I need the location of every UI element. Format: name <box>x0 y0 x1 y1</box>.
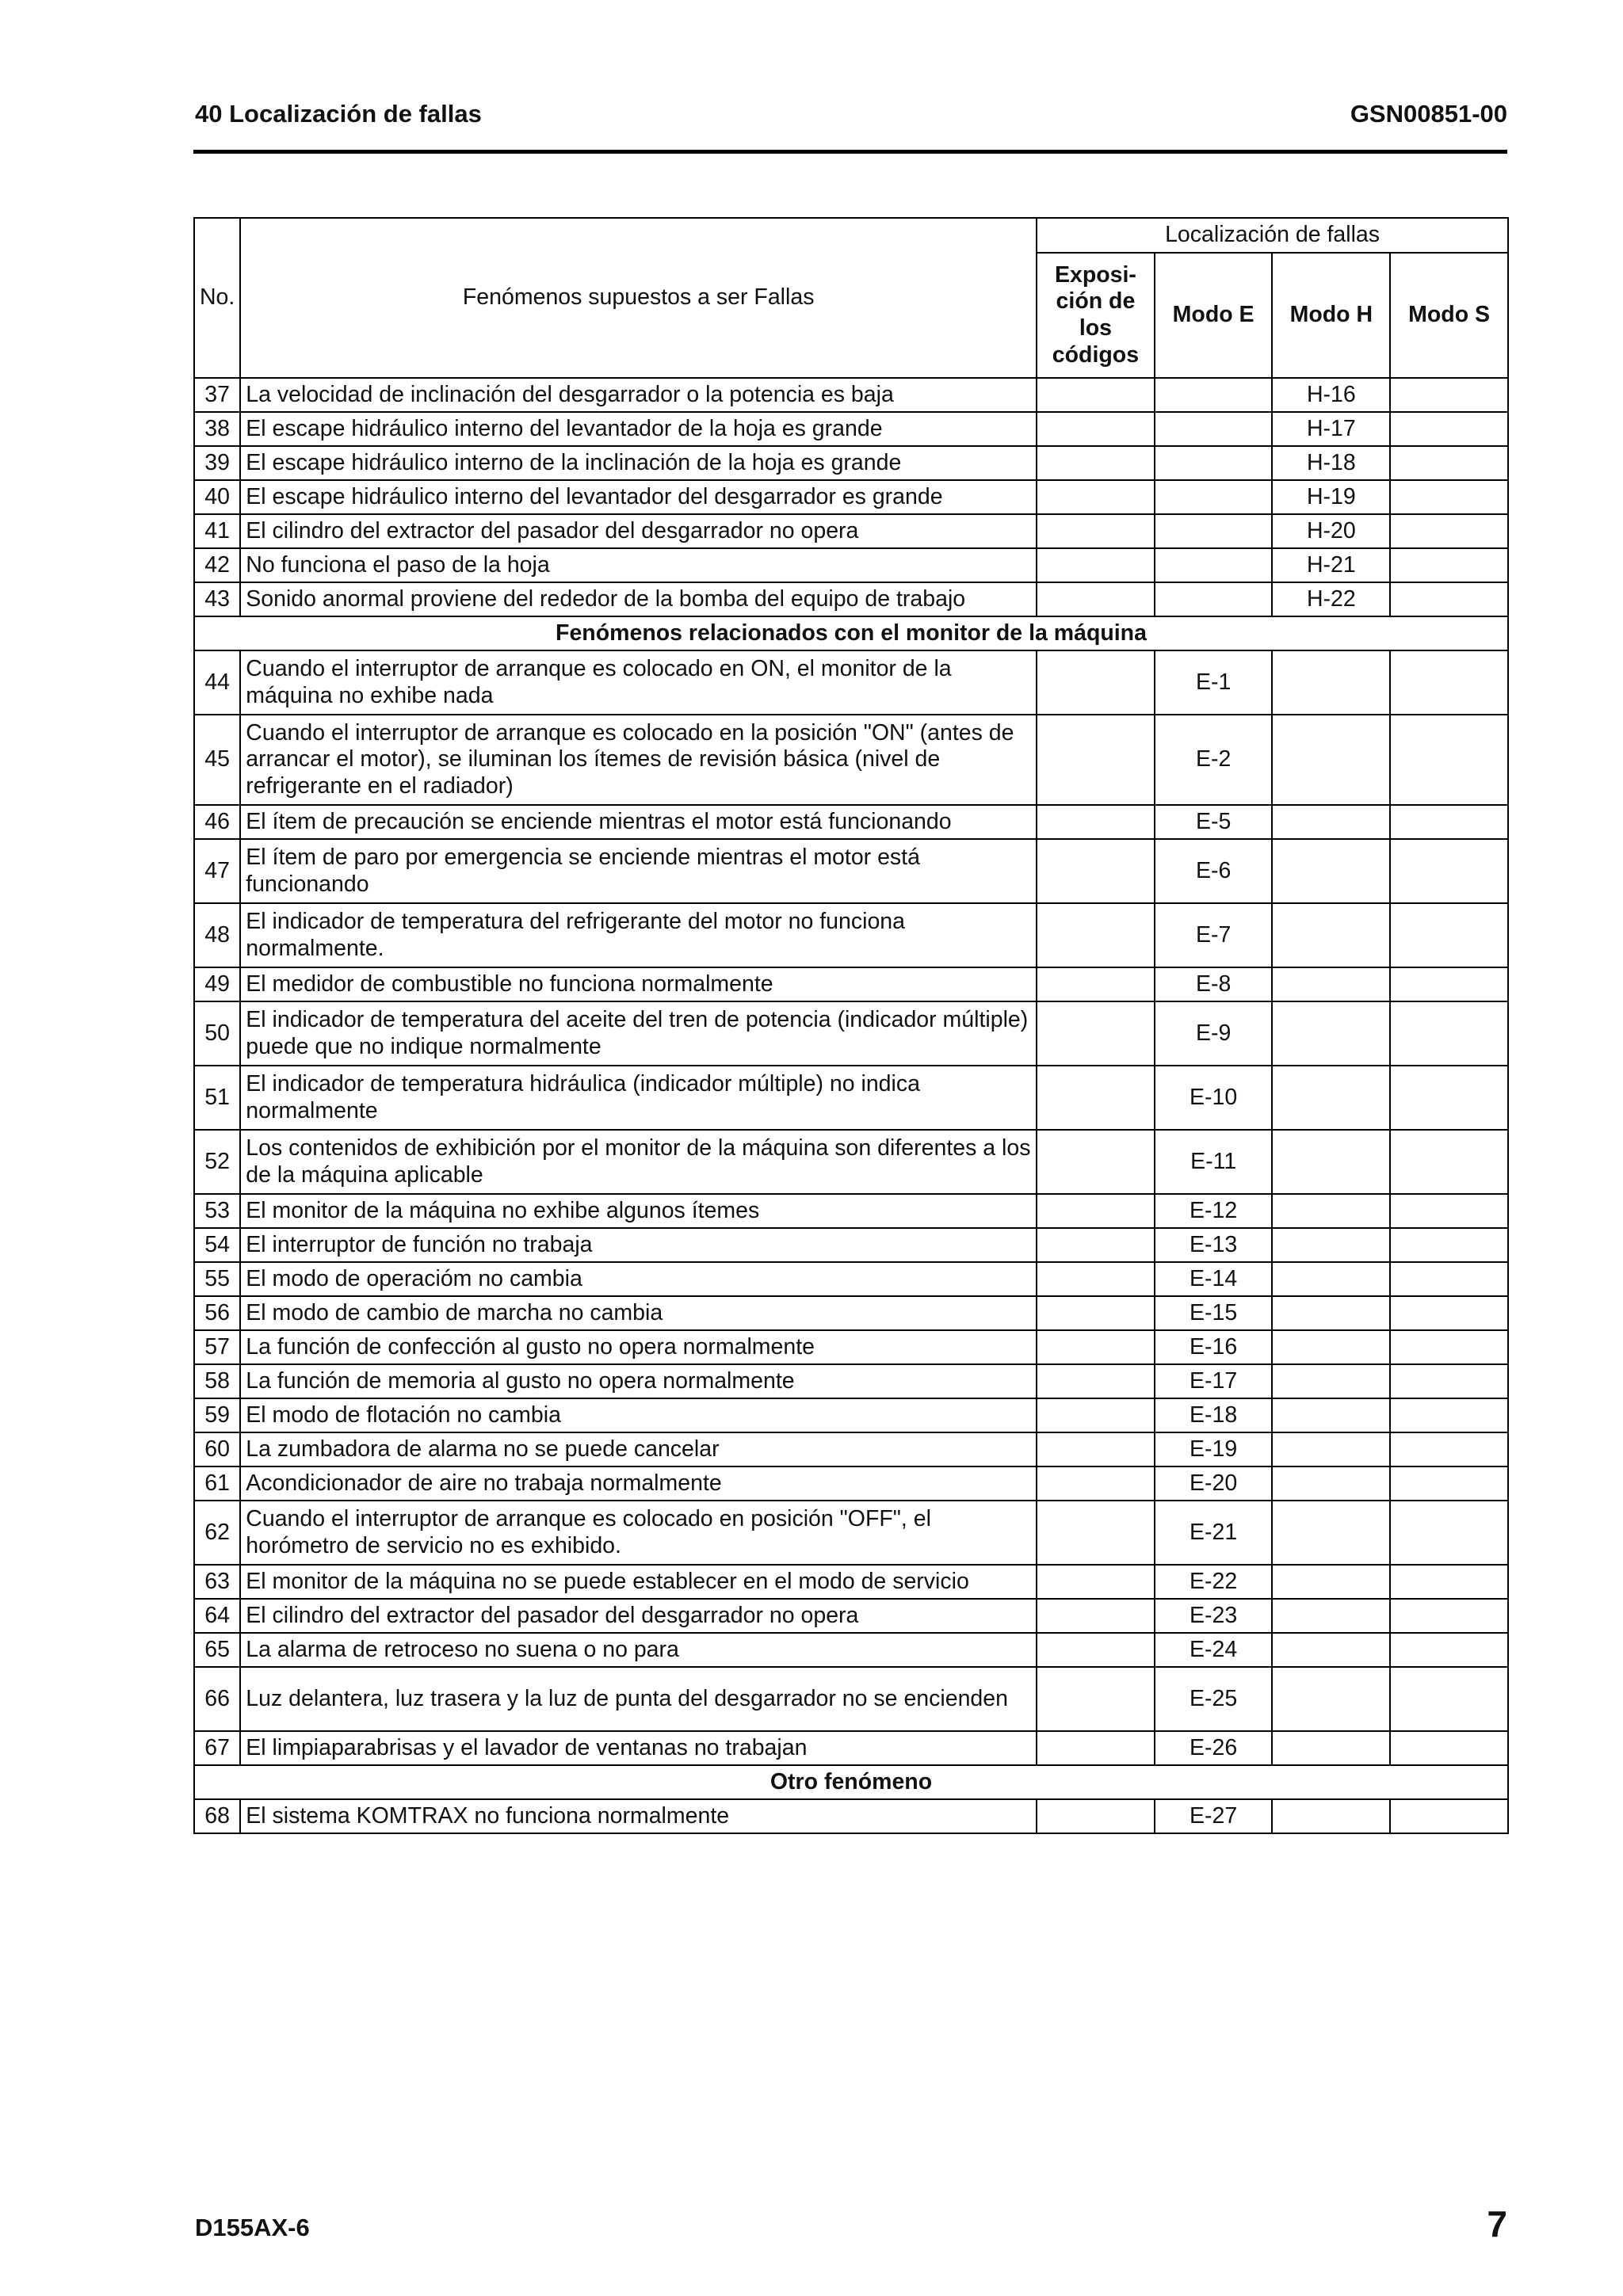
col-header-mode-e: Modo E <box>1155 253 1273 378</box>
row-mode-h <box>1272 1799 1390 1833</box>
row-mode-s <box>1390 446 1508 480</box>
row-phenomenon: El ítem de paro por emergencia se enciende mientras el motor está funcionando <box>240 839 1037 903</box>
table-row <box>194 1296 1508 1330</box>
row-mode-s <box>1390 1432 1508 1466</box>
row-mode-e: E-12 <box>1155 1194 1273 1228</box>
row-number: 40 <box>194 480 240 514</box>
row-phenomenon: La velocidad de inclinación del desgarrador o la potencia es baja <box>240 378 1037 412</box>
row-phenomenon: El limpiaparabrisas y el lavador de ventanas no trabajan <box>240 1731 1037 1765</box>
row-code-exposure <box>1037 839 1155 903</box>
row-phenomenon: El interruptor de función no trabaja <box>240 1228 1037 1262</box>
row-code-exposure <box>1037 1228 1155 1262</box>
row-number: 61 <box>194 1466 240 1501</box>
row-number: 43 <box>194 582 240 616</box>
row-mode-h <box>1272 1501 1390 1565</box>
document-code: GSN00851-00 <box>1350 100 1507 128</box>
row-mode-s <box>1390 1731 1508 1765</box>
row-mode-e: E-6 <box>1155 839 1273 903</box>
row-number: 67 <box>194 1731 240 1765</box>
row-code-exposure <box>1037 582 1155 616</box>
row-code-exposure <box>1037 1330 1155 1364</box>
row-mode-e: E-16 <box>1155 1330 1273 1364</box>
table-row <box>194 1501 1508 1565</box>
row-mode-s <box>1390 1001 1508 1066</box>
table-row <box>194 1262 1508 1296</box>
row-mode-h <box>1272 1731 1390 1765</box>
row-mode-e: E-27 <box>1155 1799 1273 1833</box>
row-mode-s <box>1390 715 1508 805</box>
row-code-exposure <box>1037 1633 1155 1667</box>
col-header-exposure: Exposi-ción de los códigos <box>1037 253 1155 378</box>
row-number: 66 <box>194 1667 240 1731</box>
row-mode-h <box>1272 1262 1390 1296</box>
row-code-exposure <box>1037 650 1155 715</box>
row-phenomenon: El cilindro del extractor del pasador del desgarrador no opera <box>240 514 1037 548</box>
table-row <box>194 1731 1508 1765</box>
section-title: 40 Localización de fallas <box>195 100 482 128</box>
row-mode-s <box>1390 548 1508 582</box>
row-number: 68 <box>194 1799 240 1833</box>
row-code-exposure <box>1037 1466 1155 1501</box>
row-mode-s <box>1390 1799 1508 1833</box>
row-code-exposure <box>1037 967 1155 1001</box>
row-number: 62 <box>194 1501 240 1565</box>
row-mode-h <box>1272 1565 1390 1599</box>
row-phenomenon: El monitor de la máquina no exhibe algunos ítemes <box>240 1194 1037 1228</box>
row-mode-s <box>1390 1466 1508 1501</box>
row-number: 50 <box>194 1001 240 1066</box>
row-mode-h <box>1272 805 1390 839</box>
row-mode-s <box>1390 1330 1508 1364</box>
row-number: 48 <box>194 903 240 967</box>
row-mode-e: E-5 <box>1155 805 1273 839</box>
row-code-exposure <box>1037 1667 1155 1731</box>
table-row <box>194 1194 1508 1228</box>
row-phenomenon: El escape hidráulico interno de la inclinación de la hoja es grande <box>240 446 1037 480</box>
row-code-exposure <box>1037 548 1155 582</box>
row-phenomenon: Cuando el interruptor de arranque es colocado en posición "OFF", el horómetro de servicio no es exhibido. <box>240 1501 1037 1565</box>
row-code-exposure <box>1037 715 1155 805</box>
table-row <box>194 1667 1508 1731</box>
header-rule <box>193 150 1507 154</box>
row-mode-s <box>1390 1633 1508 1667</box>
row-code-exposure <box>1037 805 1155 839</box>
row-phenomenon: El medidor de combustible no funciona normalmente <box>240 967 1037 1001</box>
col-header-mode-s: Modo S <box>1390 253 1508 378</box>
row-phenomenon: Luz delantera, luz trasera y la luz de punta del desgarrador no se encienden <box>240 1667 1037 1731</box>
row-mode-e <box>1155 378 1273 412</box>
row-mode-e: E-19 <box>1155 1432 1273 1466</box>
row-mode-s <box>1390 903 1508 967</box>
row-number: 42 <box>194 548 240 582</box>
row-number: 53 <box>194 1194 240 1228</box>
row-mode-h <box>1272 1001 1390 1066</box>
table-row <box>194 446 1508 480</box>
row-phenomenon: Cuando el interruptor de arranque es colocado en la posición "ON" (antes de arrancar el motor), se iluminan los ítemes de revisión básica (nivel de refrigerante en el radiador) <box>240 715 1037 805</box>
machine-model: D155AX-6 <box>195 2214 310 2241</box>
row-mode-e: E-22 <box>1155 1565 1273 1599</box>
row-mode-s <box>1390 1364 1508 1398</box>
row-mode-s <box>1390 1194 1508 1228</box>
table-row <box>194 514 1508 548</box>
row-code-exposure <box>1037 1001 1155 1066</box>
row-mode-s <box>1390 967 1508 1001</box>
table-row <box>194 967 1508 1001</box>
row-code-exposure <box>1037 1398 1155 1432</box>
row-mode-h <box>1272 1667 1390 1731</box>
row-phenomenon: El sistema KOMTRAX no funciona normalmente <box>240 1799 1037 1833</box>
page-number: 7 <box>1487 2203 1507 2245</box>
row-mode-e: E-25 <box>1155 1667 1273 1731</box>
col-header-no: No. <box>194 218 240 378</box>
table-row <box>194 1633 1508 1667</box>
row-mode-s <box>1390 1130 1508 1194</box>
row-number: 41 <box>194 514 240 548</box>
row-mode-h <box>1272 1228 1390 1262</box>
table-row <box>194 1565 1508 1599</box>
row-number: 37 <box>194 378 240 412</box>
row-mode-s <box>1390 1066 1508 1130</box>
row-mode-e: E-7 <box>1155 903 1273 967</box>
row-mode-s <box>1390 805 1508 839</box>
row-phenomenon: El modo de cambio de marcha no cambia <box>240 1296 1037 1330</box>
row-mode-s <box>1390 582 1508 616</box>
table-row <box>194 1001 1508 1066</box>
row-phenomenon: El modo de operacióm no cambia <box>240 1262 1037 1296</box>
row-code-exposure <box>1037 1066 1155 1130</box>
row-number: 44 <box>194 650 240 715</box>
row-mode-e: E-23 <box>1155 1599 1273 1633</box>
row-number: 55 <box>194 1262 240 1296</box>
row-number: 58 <box>194 1364 240 1398</box>
table-row <box>194 805 1508 839</box>
row-number: 56 <box>194 1296 240 1330</box>
row-mode-h <box>1272 1066 1390 1130</box>
row-mode-e <box>1155 446 1273 480</box>
row-mode-h: H-17 <box>1272 412 1390 446</box>
row-number: 65 <box>194 1633 240 1667</box>
row-phenomenon: El indicador de temperatura del refrigerante del motor no funciona normalmente. <box>240 903 1037 967</box>
row-mode-e: E-10 <box>1155 1066 1273 1130</box>
row-mode-h <box>1272 715 1390 805</box>
row-mode-h <box>1272 1432 1390 1466</box>
table-row <box>194 1799 1508 1833</box>
row-number: 49 <box>194 967 240 1001</box>
row-code-exposure <box>1037 1130 1155 1194</box>
row-phenomenon: Cuando el interruptor de arranque es colocado en ON, el monitor de la máquina no exhibe nada <box>240 650 1037 715</box>
row-mode-h <box>1272 839 1390 903</box>
row-phenomenon: El indicador de temperatura hidráulica (indicador múltiple) no indica normalmente <box>240 1066 1037 1130</box>
table-row <box>194 1066 1508 1130</box>
row-number: 51 <box>194 1066 240 1130</box>
row-number: 47 <box>194 839 240 903</box>
row-mode-h <box>1272 650 1390 715</box>
table-row <box>194 650 1508 715</box>
col-header-phenomena: Fenómenos supuestos a ser Fallas <box>240 218 1037 378</box>
row-mode-h <box>1272 1398 1390 1432</box>
row-code-exposure <box>1037 1194 1155 1228</box>
row-number: 54 <box>194 1228 240 1262</box>
row-code-exposure <box>1037 1731 1155 1765</box>
row-code-exposure <box>1037 412 1155 446</box>
row-number: 39 <box>194 446 240 480</box>
row-mode-e <box>1155 514 1273 548</box>
row-mode-h: H-19 <box>1272 480 1390 514</box>
row-phenomenon: El escape hidráulico interno del levantador del desgarrador es grande <box>240 480 1037 514</box>
table-row <box>194 1599 1508 1633</box>
row-mode-h <box>1272 967 1390 1001</box>
row-mode-e: E-11 <box>1155 1130 1273 1194</box>
row-number: 57 <box>194 1330 240 1364</box>
section-heading-other: Otro fenómeno <box>194 1765 1508 1799</box>
row-mode-e: E-13 <box>1155 1228 1273 1262</box>
row-mode-e: E-26 <box>1155 1731 1273 1765</box>
row-phenomenon: La función de confección al gusto no opera normalmente <box>240 1330 1037 1364</box>
row-mode-e: E-15 <box>1155 1296 1273 1330</box>
row-number: 64 <box>194 1599 240 1633</box>
row-mode-e <box>1155 548 1273 582</box>
table-row <box>194 480 1508 514</box>
row-number: 59 <box>194 1398 240 1432</box>
troubleshooting-table <box>193 217 1509 1834</box>
row-phenomenon: El indicador de temperatura del aceite del tren de potencia (indicador múltiple) puede que no indique normalmente <box>240 1001 1037 1066</box>
row-mode-e: E-24 <box>1155 1633 1273 1667</box>
row-code-exposure <box>1037 514 1155 548</box>
row-mode-e: E-14 <box>1155 1262 1273 1296</box>
row-number: 60 <box>194 1432 240 1466</box>
row-mode-e: E-8 <box>1155 967 1273 1001</box>
col-header-group: Localización de fallas <box>1037 218 1508 253</box>
row-phenomenon: No funciona el paso de la hoja <box>240 548 1037 582</box>
row-mode-e: E-21 <box>1155 1501 1273 1565</box>
table-row <box>194 1228 1508 1262</box>
row-code-exposure <box>1037 446 1155 480</box>
row-code-exposure <box>1037 378 1155 412</box>
row-number: 46 <box>194 805 240 839</box>
table-row <box>194 548 1508 582</box>
row-phenomenon: Los contenidos de exhibición por el monitor de la máquina son diferentes a los de la máquina aplicable <box>240 1130 1037 1194</box>
row-mode-e <box>1155 412 1273 446</box>
table-row <box>194 1130 1508 1194</box>
row-mode-e: E-18 <box>1155 1398 1273 1432</box>
table-row <box>194 1330 1508 1364</box>
table-row <box>194 412 1508 446</box>
row-phenomenon: El escape hidráulico interno del levantador de la hoja es grande <box>240 412 1037 446</box>
row-mode-s <box>1390 839 1508 903</box>
row-mode-h <box>1272 1330 1390 1364</box>
row-mode-h: H-22 <box>1272 582 1390 616</box>
row-code-exposure <box>1037 1501 1155 1565</box>
row-mode-s <box>1390 1501 1508 1565</box>
section-row <box>194 616 1508 650</box>
row-code-exposure <box>1037 480 1155 514</box>
row-mode-s <box>1390 480 1508 514</box>
row-phenomenon: Acondicionador de aire no trabaja normalmente <box>240 1466 1037 1501</box>
row-mode-s <box>1390 1398 1508 1432</box>
row-number: 52 <box>194 1130 240 1194</box>
row-mode-s <box>1390 514 1508 548</box>
table-row <box>194 378 1508 412</box>
row-phenomenon: El monitor de la máquina no se puede establecer en el modo de servicio <box>240 1565 1037 1599</box>
row-mode-s <box>1390 1262 1508 1296</box>
row-phenomenon: El ítem de precaución se enciende mientras el motor está funcionando <box>240 805 1037 839</box>
row-code-exposure <box>1037 1364 1155 1398</box>
row-mode-h <box>1272 1296 1390 1330</box>
row-mode-e <box>1155 582 1273 616</box>
section-heading-monitor: Fenómenos relacionados con el monitor de la máquina <box>194 616 1508 650</box>
row-mode-e: E-17 <box>1155 1364 1273 1398</box>
row-mode-h <box>1272 903 1390 967</box>
row-mode-s <box>1390 378 1508 412</box>
row-mode-h <box>1272 1633 1390 1667</box>
row-mode-h <box>1272 1599 1390 1633</box>
row-mode-s <box>1390 1667 1508 1731</box>
table-row <box>194 903 1508 967</box>
row-mode-e: E-1 <box>1155 650 1273 715</box>
row-code-exposure <box>1037 1565 1155 1599</box>
row-mode-e: E-2 <box>1155 715 1273 805</box>
row-mode-h: H-20 <box>1272 514 1390 548</box>
row-mode-s <box>1390 1296 1508 1330</box>
table-row <box>194 1364 1508 1398</box>
row-mode-e <box>1155 480 1273 514</box>
row-phenomenon: La zumbadora de alarma no se puede cancelar <box>240 1432 1037 1466</box>
row-code-exposure <box>1037 903 1155 967</box>
row-mode-h <box>1272 1194 1390 1228</box>
row-code-exposure <box>1037 1262 1155 1296</box>
row-mode-h <box>1272 1130 1390 1194</box>
table-row <box>194 715 1508 805</box>
row-code-exposure <box>1037 1432 1155 1466</box>
row-mode-h: H-21 <box>1272 548 1390 582</box>
row-code-exposure <box>1037 1799 1155 1833</box>
row-mode-h <box>1272 1364 1390 1398</box>
row-code-exposure <box>1037 1599 1155 1633</box>
row-phenomenon: Sonido anormal proviene del rededor de la bomba del equipo de trabajo <box>240 582 1037 616</box>
row-number: 45 <box>194 715 240 805</box>
row-number: 63 <box>194 1565 240 1599</box>
col-header-mode-h: Modo H <box>1272 253 1390 378</box>
row-mode-h: H-18 <box>1272 446 1390 480</box>
row-mode-s <box>1390 1599 1508 1633</box>
row-phenomenon: El cilindro del extractor del pasador del desgarrador no opera <box>240 1599 1037 1633</box>
row-mode-h <box>1272 1466 1390 1501</box>
row-mode-s <box>1390 650 1508 715</box>
table-row <box>194 839 1508 903</box>
table-row <box>194 1432 1508 1466</box>
table-row <box>194 582 1508 616</box>
row-phenomenon: La función de memoria al gusto no opera normalmente <box>240 1364 1037 1398</box>
row-phenomenon: El modo de flotación no cambia <box>240 1398 1037 1432</box>
section-row <box>194 1765 1508 1799</box>
row-number: 38 <box>194 412 240 446</box>
row-mode-s <box>1390 1228 1508 1262</box>
table-row <box>194 1466 1508 1501</box>
row-mode-h: H-16 <box>1272 378 1390 412</box>
table-row <box>194 1398 1508 1432</box>
row-mode-e: E-20 <box>1155 1466 1273 1501</box>
row-mode-s <box>1390 1565 1508 1599</box>
row-code-exposure <box>1037 1296 1155 1330</box>
row-mode-s <box>1390 412 1508 446</box>
row-phenomenon: La alarma de retroceso no suena o no para <box>240 1633 1037 1667</box>
row-mode-e: E-9 <box>1155 1001 1273 1066</box>
